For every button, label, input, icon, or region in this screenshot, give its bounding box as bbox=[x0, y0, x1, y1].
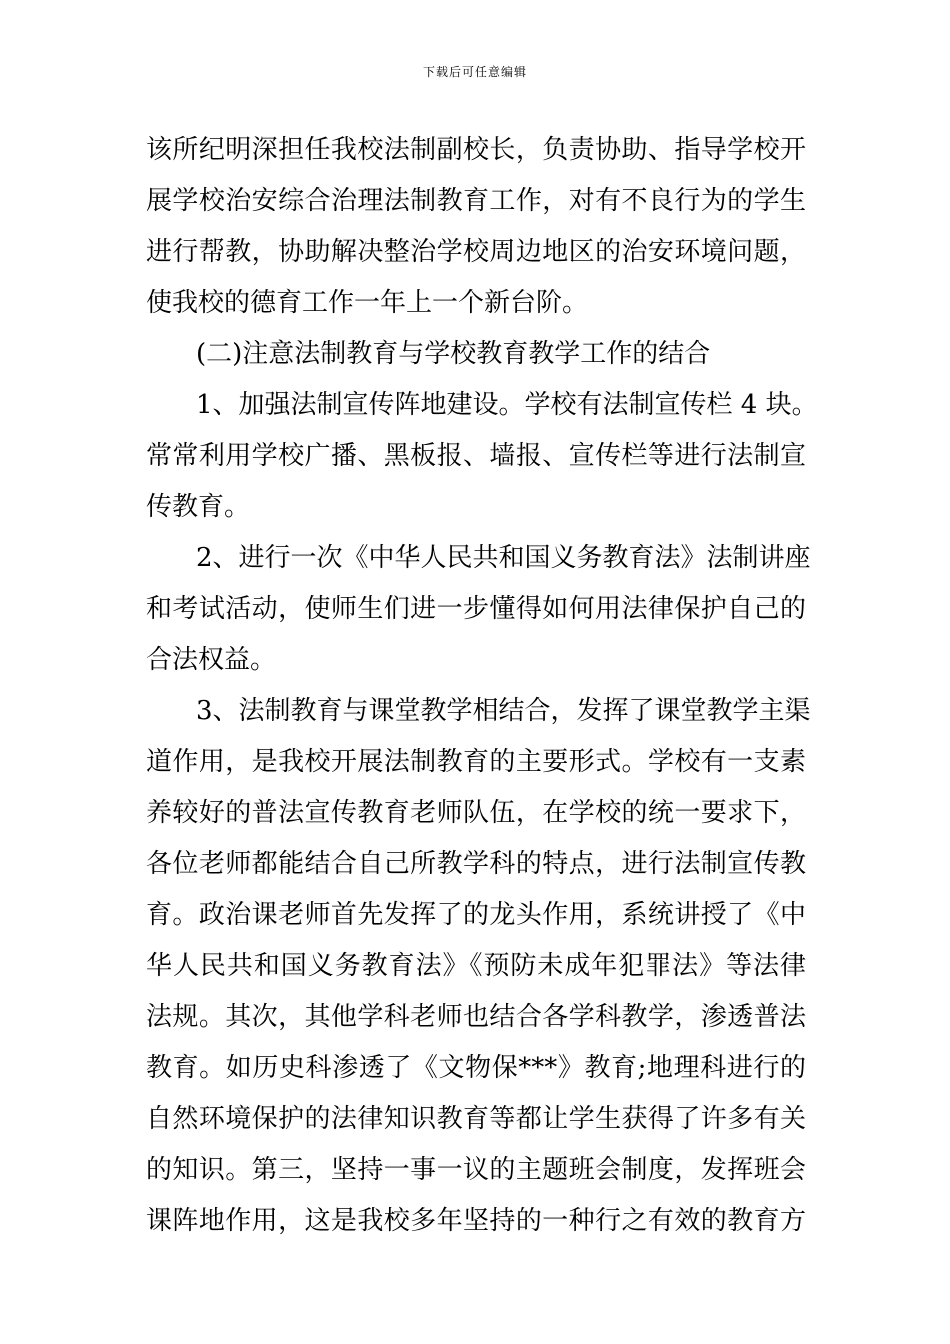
text-line: 2、进行一次《中华人民共和国义务教育法》法制讲座 bbox=[196, 543, 811, 573]
text-line: 道作用，是我校开展法制教育的主要形式。学校有一支素 bbox=[146, 747, 806, 777]
text-line: 华人民共和国义务教育法》《预防未成年犯罪法》等法律 bbox=[146, 951, 806, 981]
page-header: 下载后可任意编辑 bbox=[422, 65, 527, 79]
text-line: 常常利用学校广播、黑板报、墙报、宣传栏等进行法制宣 bbox=[146, 441, 806, 471]
text-line: 的知识。第三，坚持一事一议的主题班会制度，发挥班会 bbox=[146, 1155, 806, 1185]
text-line: 课阵地作用，这是我校多年坚持的一种行之有效的教育方 bbox=[146, 1206, 806, 1236]
text-line: 和考试活动，使师生们进一步懂得如何用法律保护自己的 bbox=[146, 594, 806, 624]
text-line: 3、法制教育与课堂教学相结合，发挥了课堂教学主渠 bbox=[196, 696, 811, 726]
text-line: 各位老师都能结合自己所教学科的特点，进行法制宣传教 bbox=[146, 849, 806, 879]
text-line: 育。政治课老师首先发挥了的龙头作用，系统讲授了《中 bbox=[146, 900, 806, 930]
text-line: 1、加强法制宣传阵地建设。学校有法制宣传栏 4 块。 bbox=[196, 390, 818, 420]
text-line: 自然环境保护的法律知识教育等都让学生获得了许多有关 bbox=[146, 1104, 806, 1134]
text-line: 进行帮教，协助解决整治学校周边地区的治安环境问题， bbox=[146, 237, 806, 267]
text-line: 使我校的德育工作一年上一个新台阶。 bbox=[146, 288, 589, 318]
text-line: 合法权益。 bbox=[146, 645, 277, 675]
text-line: 法规。其次，其他学科老师也结合各学科教学，渗透普法 bbox=[146, 1002, 806, 1032]
section-heading: (二)注意法制教育与学校教育教学工作的结合 bbox=[196, 339, 711, 369]
text-line: 展学校治安综合治理法制教育工作，对有不良行为的学生 bbox=[146, 186, 806, 216]
text-line: 传教育。 bbox=[146, 492, 251, 522]
text-line: 该所纪明深担任我校法制副校长，负责协助、指导学校开 bbox=[146, 135, 806, 165]
text-line: 教育。如历史科渗透了《文物保***》教育;地理科进行的 bbox=[146, 1053, 806, 1083]
text-line: 养较好的普法宣传教育老师队伍，在学校的统一要求下， bbox=[146, 798, 806, 828]
